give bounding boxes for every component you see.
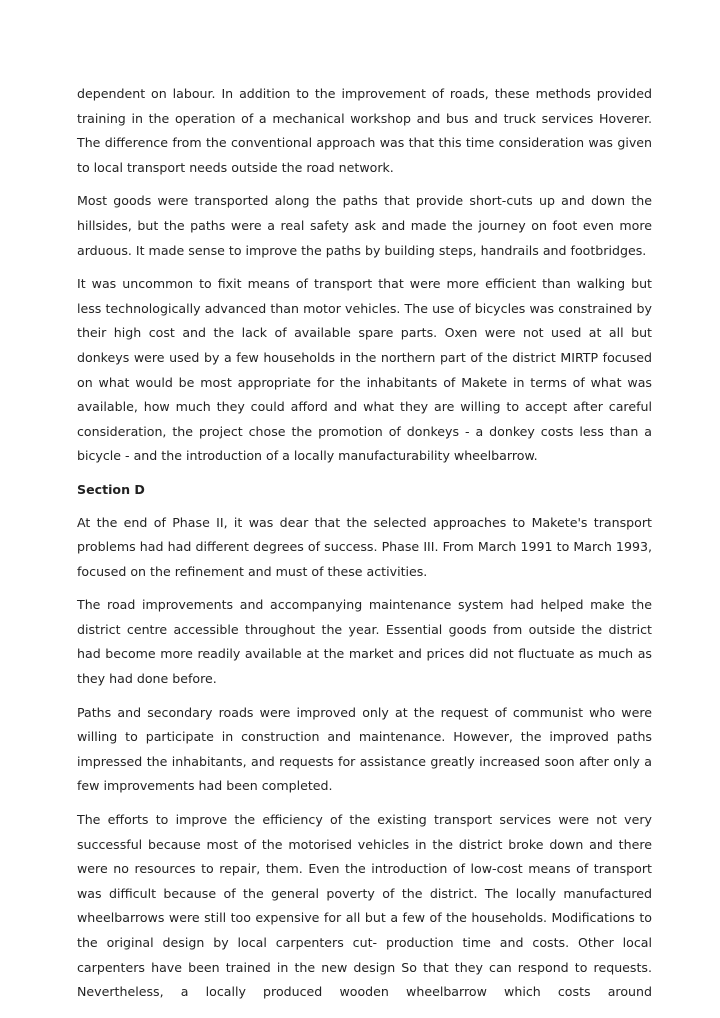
paragraph-7: The efforts to improve the efficiency of the existing transport services were not very successful because most of the motorised vehicles in the district broke down and there were no resources to repair, them. Even the introduction of low-cost means of transport was difficult because of the general poverty of the district. The locally manufactured wheelbarrows were still too expensive for all but a few of the households. Modifications to the original design by local carpenters cut- production time and costs. Other local carpenters have been trained in the new design So that they can respond to requests. Nevertheless, a locally produced wooden wheelbarrow which costs around — [77, 812, 652, 1000]
paragraph-1: dependent on labour. In addition to the improvement of roads, these methods provided training in the operation of a mechanical workshop and bus and truck services Hoverer. The difference from the conventional approach was that this time consideration was given to local transport needs outside the road network. — [77, 86, 652, 175]
paragraph-6: Paths and secondary roads were improved only at the request of communist who were willing to participate in construction and maintenance. However, the improved paths impressed the inhabitants, and requests for assistance greatly increased soon after only a few improvements had been completed. — [77, 704, 652, 794]
document-body — [77, 82, 652, 1014]
section-heading: Section D — [77, 481, 145, 497]
paragraph-2: Most goods were transported along the paths that provide short-cuts up and down the hillsides, but the paths were a real safety ask and made the journey on foot even more arduous. It made sense to improve the paths by building steps, handrails and footbridges. — [77, 193, 652, 258]
paragraph-5: The road improvements and accompanying maintenance system had helped make the district centre accessible throughout the year. Essential goods from outside the district had become more readily available at the market and prices did not fluctuate as much as they had done before. — [77, 597, 652, 687]
paragraph-3: It was uncommon to fixit means of transport that were more efficient than walking but less technologically advanced than motor vehicles. The use of bicycles was constrained by their high cost and the lack of available spare parts. Oxen were not used at all but donkeys were used by a few households in the northern part of the district MIRTP focused on what would be most appropriate for the inhabitants of Makete in terms of what was available, how much they could afford and what they are willing to accept after careful consideration, the project chose the promotion of donkeys - a donkey costs less than a bicycle - and the introduction of a locally manufacturability wheelbarrow. — [77, 276, 652, 464]
paragraph-4: At the end of Phase II, it was dear that the selected approaches to Makete's transport problems had had different degrees of success. Phase III. From March 1991 to March 1993, focused on the refinement and must of these activities. — [77, 514, 652, 579]
